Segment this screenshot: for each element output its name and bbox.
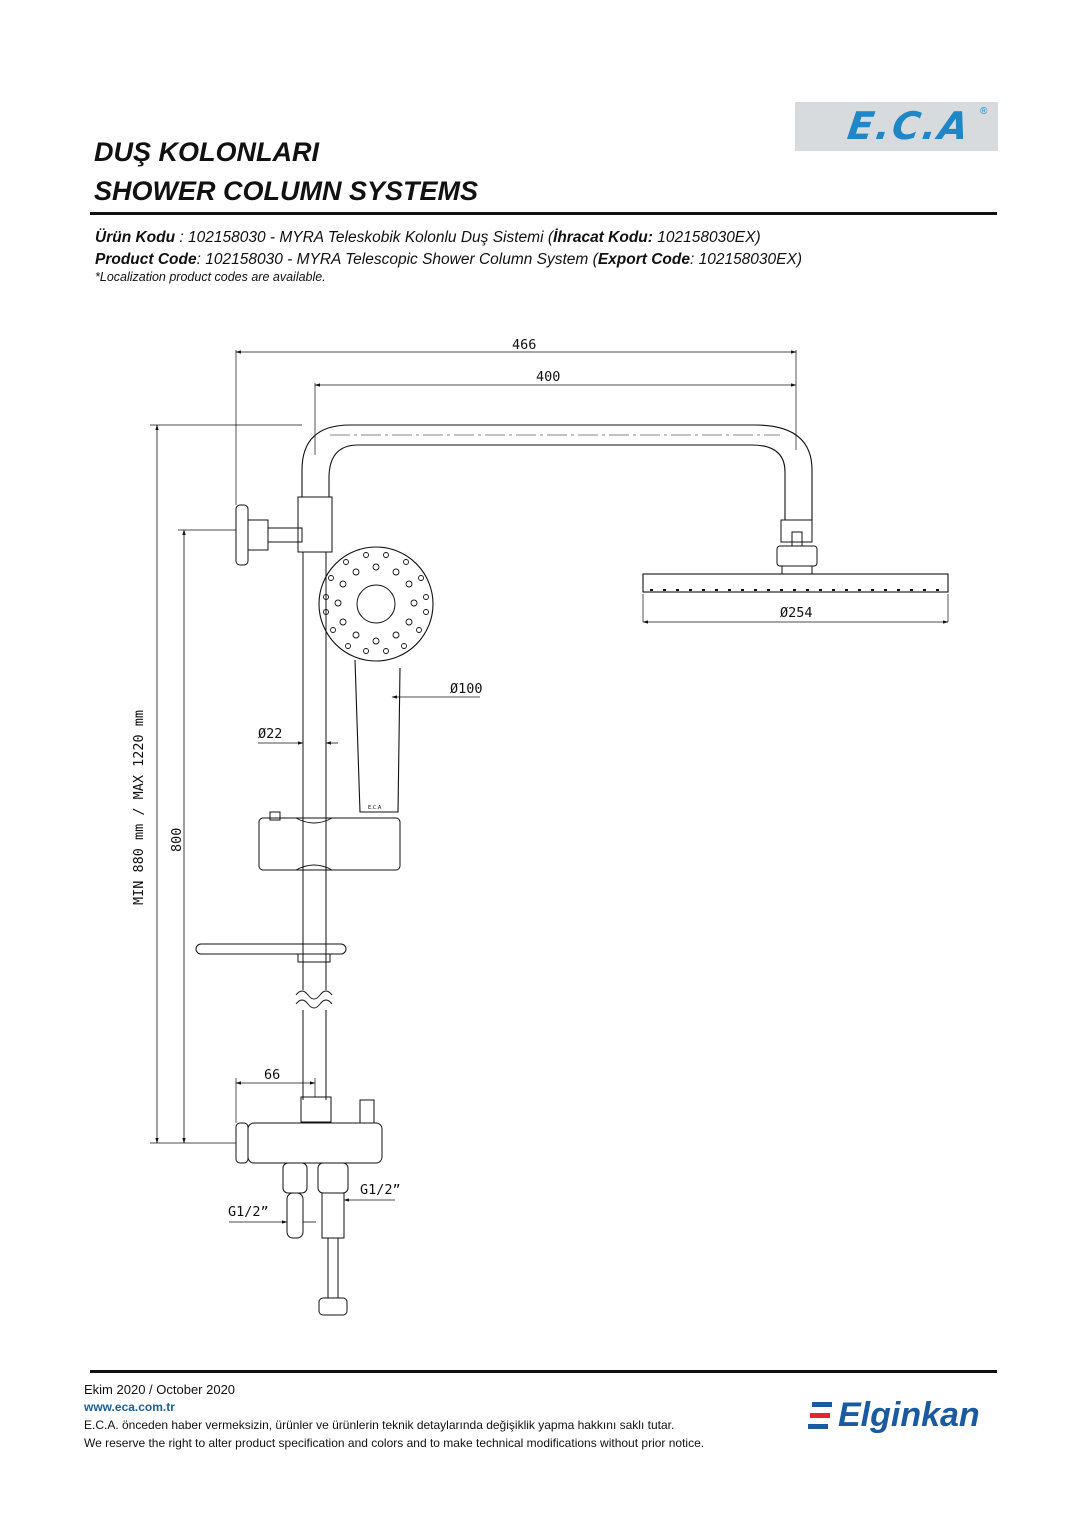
- hand-shower-logo: E.C.A: [368, 805, 382, 811]
- dim-466-label: 466: [512, 337, 537, 353]
- eca-logo: E.C.A: [844, 104, 974, 148]
- footer-divider: [90, 1370, 997, 1373]
- dim-height-range-label: MIN 880 mm / MAX 1220 mm: [131, 709, 147, 905]
- slider-bracket: [259, 818, 400, 870]
- export-code-en-value: : 102158030EX): [689, 251, 803, 268]
- disclaimer-tr: E.C.A. önceden haber vermeksizin, ürünler ve ürünlerin teknik detaylarında değişiklik yapma hakkını saklı tutar.: [84, 1418, 675, 1432]
- inlet-left-label: G1/2”: [228, 1204, 269, 1220]
- export-code-tr-value: 102158030EX): [652, 229, 761, 246]
- dim-400-label: 400: [536, 369, 561, 385]
- elginkan-logo: Elginkan: [838, 1396, 980, 1434]
- shower-arm: [302, 425, 812, 520]
- page-title-tr: DUŞ KOLONLARI: [94, 137, 319, 167]
- export-code-tr-label: İhracat Kodu:: [553, 229, 653, 246]
- registered-mark: ®: [980, 106, 988, 117]
- shelf: [196, 944, 346, 954]
- page-title-en: SHOWER COLUMN SYSTEMS: [94, 176, 479, 206]
- inlet-right-label: G1/2”: [360, 1182, 401, 1198]
- export-code-en-label: Export Code: [597, 251, 690, 268]
- product-code-en-text: : 102158030 - MYRA Telescopic Shower Column System (: [196, 251, 598, 268]
- dim-22-label: Ø22: [258, 726, 283, 742]
- dim-254-label: Ø254: [780, 605, 813, 621]
- mixer-body: [248, 1123, 382, 1163]
- footer-date: Ekim 2020 / October 2020: [84, 1382, 236, 1397]
- footer-url[interactable]: www.eca.com.tr: [84, 1400, 175, 1414]
- localization-note: *Localization product codes are available.: [95, 270, 326, 284]
- disclaimer-en: We reserve the right to alter product specification and colors and to make technical modifications without prior notice.: [84, 1436, 705, 1450]
- elginkan-mark-icon: [808, 1402, 834, 1430]
- product-code-en-label: Product Code: [95, 251, 197, 268]
- dim-100-label: Ø100: [450, 681, 483, 697]
- product-code-tr-text: : 102158030 - MYRA Teleskobik Kolonlu Duş Sistemi (: [175, 229, 554, 246]
- dim-66-label: 66: [264, 1067, 281, 1083]
- hand-shower-nozzles: [324, 553, 429, 654]
- dim-800-label: 800: [169, 827, 185, 852]
- product-code-tr-label: Ürün Kodu: [95, 229, 176, 246]
